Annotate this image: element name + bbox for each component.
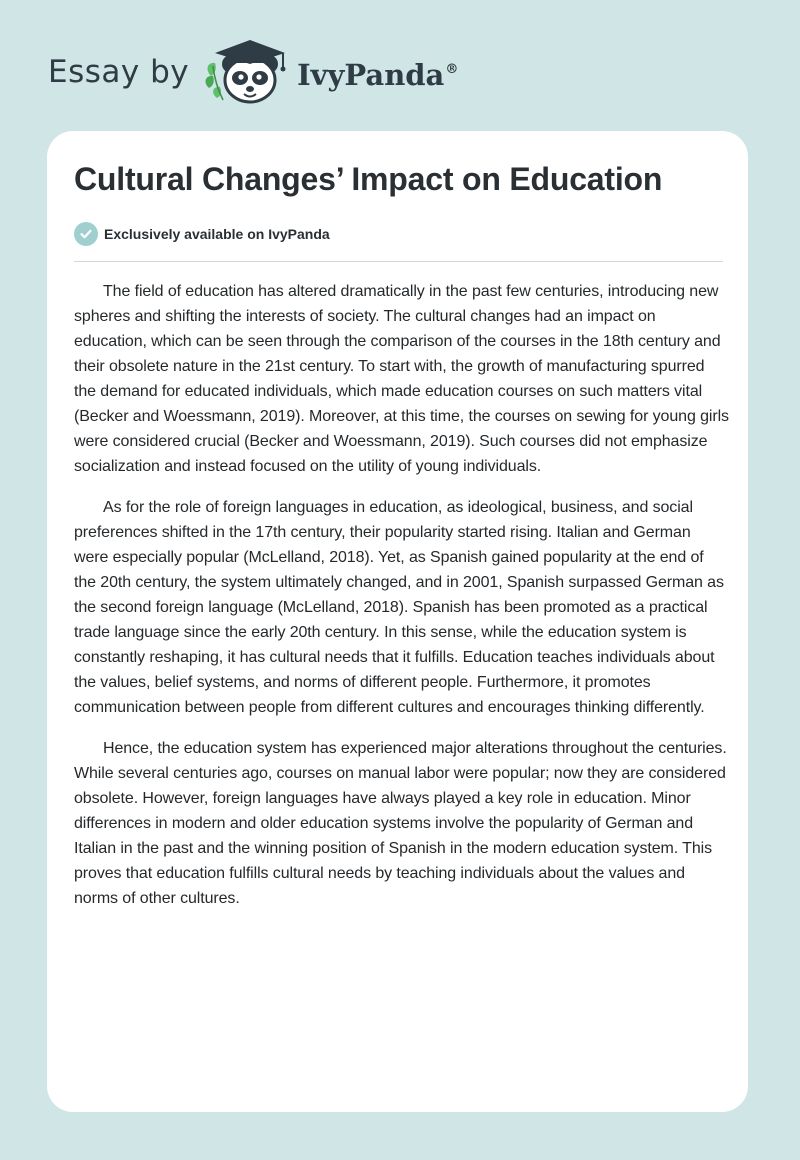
- brand-name-text: IvyPanda: [297, 58, 445, 92]
- page-title: Cultural Changes’ Impact on Education: [74, 161, 663, 197]
- site-header: [48, 36, 458, 108]
- paragraph: As for the role of foreign languages in education, as ideological, business, and social preferences shifted in the 17th century, their popularity started rising. Italian and German were especially popular (McLelland, 2018). Yet, as Spanish gained popularity at the end of the 20th century, the system ultimately changed, and in 2001, Spanish surpassed German as the second foreign language (McLelland, 2018). Spanish has been promoted as a practical trade language since the early 20th century. In this sense, while the education system is constantly reshaping, it has cultural needs that it fulfills. Education teaches individuals about the values, belief systems, and norms of different people. Furthermore, it promotes communication between people from different cultures and encourages thinking differently.: [74, 499, 724, 716]
- essay-card: [47, 131, 748, 1112]
- registered-mark: ®: [445, 62, 459, 77]
- badge-text: Exclusively available on IvyPanda: [104, 226, 330, 242]
- brand-name[interactable]: [297, 58, 458, 92]
- paragraph: The field of education has altered dramatically in the past few centuries, introducing new spheres and shifting the interests of society. The cultural changes had an impact on education, which can be seen through the comparison of the courses in the 18th century and their obsolete nature in the 21st century. To start with, the growth of manufacturing spurred the demand for educated individuals, which made education courses on such matters vital (Becker and Woessmann, 2019). Moreover, at this time, the courses on sewing for young girls were considered crucial (Becker and Woessmann, 2019). Such courses did not emphasize socialization and instead focused on the utility of young individuals.: [74, 283, 729, 475]
- divider: [74, 261, 723, 262]
- panda-graduate-icon[interactable]: [203, 36, 295, 108]
- check-circle-icon: [74, 222, 98, 246]
- paragraph: Hence, the education system has experienced major alterations throughout the centuries. While several centuries ago, courses on manual labor were popular; now they are considered obsolete. However, foreign languages have always played a key role in education. Minor differences in modern and older education systems involve the popularity of German and Italian in the past and the winning position of Spanish in the modern education system. This proves that education fulfills cultural needs by teaching individuals about the values and norms of other cultures.: [74, 740, 727, 907]
- exclusive-badge: [74, 222, 330, 246]
- brand-prefix: Essay by: [48, 54, 190, 90]
- essay-body: [74, 279, 729, 927]
